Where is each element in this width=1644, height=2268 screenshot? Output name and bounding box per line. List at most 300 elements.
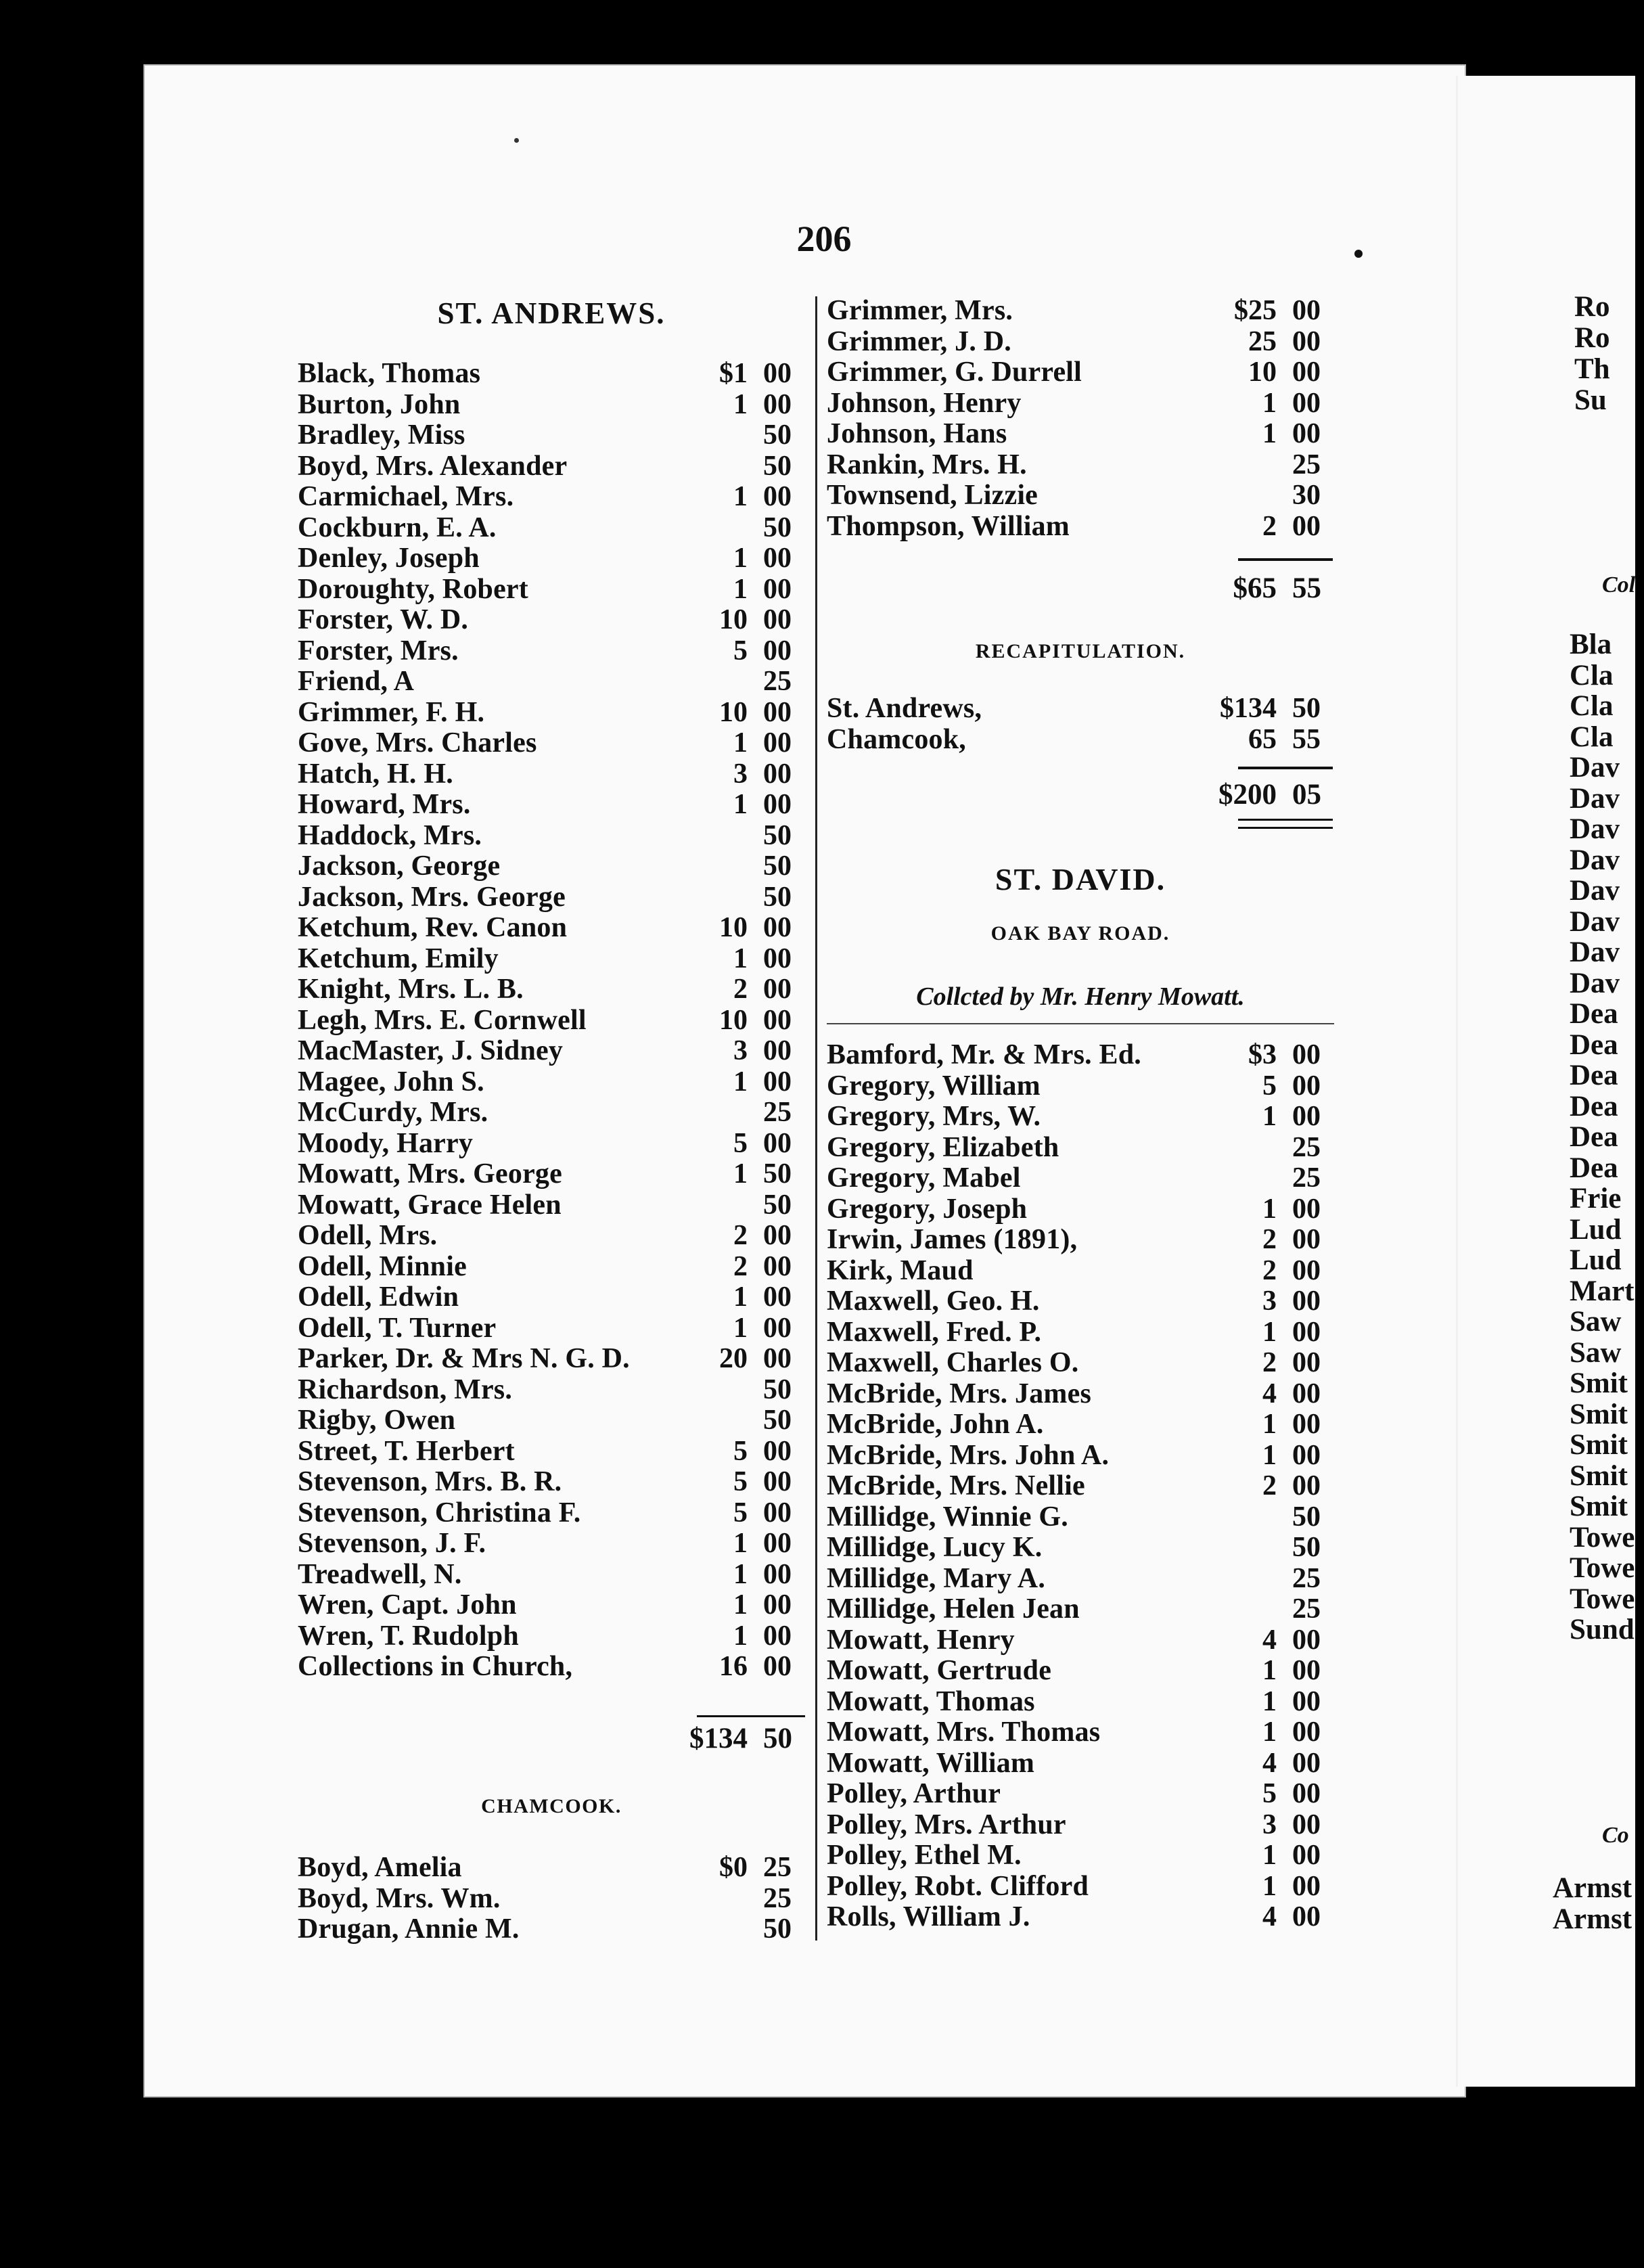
entry-cents: 00 xyxy=(763,1250,792,1282)
entry-dollars: 1 xyxy=(1262,387,1277,419)
list-item xyxy=(298,1313,805,1344)
entry-name: Forster, Mrs. xyxy=(298,635,459,666)
list-item xyxy=(827,1779,1334,1810)
list-item xyxy=(298,1528,805,1560)
entry-dollars: 5 xyxy=(1262,1070,1277,1102)
entry-dollars: 2 xyxy=(1262,510,1277,542)
entry-dollars: $134 xyxy=(1220,693,1277,724)
entry-dollars: 4 xyxy=(1262,1901,1277,1932)
entry-name: Hatch, H. H. xyxy=(298,758,453,790)
st-david-heading: ST. DAVID. xyxy=(995,862,1166,897)
entry-dollars: 1 xyxy=(733,943,748,974)
list-item xyxy=(827,1840,1334,1872)
entry-cents: 00 xyxy=(1292,1193,1321,1225)
entry-cents: 00 xyxy=(1292,1840,1321,1871)
entry-name: Mowatt, William xyxy=(827,1747,1035,1779)
entry-cents: 50 xyxy=(763,450,792,482)
list-item xyxy=(827,1656,1334,1687)
entry-cents: 00 xyxy=(763,1466,792,1497)
entry-dollars: 3 xyxy=(733,758,748,790)
entry-dollars: 3 xyxy=(1262,1809,1277,1840)
entry-dollars: 5 xyxy=(733,1435,748,1467)
entry-cents: 00 xyxy=(763,1620,792,1652)
next-page-fragment: Dea xyxy=(1570,1028,1618,1061)
list-item xyxy=(298,882,805,913)
entry-name: Stevenson, J. F. xyxy=(298,1528,486,1559)
entry-cents: 00 xyxy=(1292,1685,1321,1717)
chamcook-total-rule xyxy=(1238,558,1333,561)
entry-name: Richardson, Mrs. xyxy=(298,1374,513,1405)
list-item xyxy=(827,1163,1334,1194)
entry-cents: 00 xyxy=(763,943,792,974)
entry-cents: 50 xyxy=(1292,1501,1321,1533)
st-david-list xyxy=(827,1040,1334,1933)
entry-cents: 00 xyxy=(1292,1316,1321,1348)
entry-name: Ketchum, Rev. Canon xyxy=(298,912,568,943)
next-page-paper xyxy=(1456,76,1635,2087)
entry-cents: 00 xyxy=(1292,1809,1321,1840)
list-item xyxy=(298,1652,805,1683)
entry-cents: 00 xyxy=(1292,1470,1321,1501)
entry-name: Carmichael, Mrs. xyxy=(298,481,514,512)
next-page-fragment: Towe xyxy=(1570,1521,1635,1553)
entry-cents: 00 xyxy=(1292,357,1321,388)
entry-cents: 00 xyxy=(763,789,792,820)
list-item xyxy=(827,357,1334,388)
ink-dot xyxy=(1354,250,1363,258)
entry-cents: 00 xyxy=(763,1343,792,1374)
entry-cents: 50 xyxy=(763,1913,792,1945)
list-item xyxy=(298,1005,805,1037)
list-item xyxy=(298,451,805,482)
list-item xyxy=(298,1621,805,1652)
entry-dollars: 1 xyxy=(733,727,748,758)
entry-cents: 00 xyxy=(1292,1254,1321,1286)
entry-name: Millidge, Lucy K. xyxy=(827,1532,1043,1563)
list-item xyxy=(298,420,805,451)
total-cents: 50 xyxy=(763,1723,792,1754)
entry-cents: 25 xyxy=(763,1882,792,1914)
entry-cents: 00 xyxy=(1292,1870,1321,1902)
entry-cents: 50 xyxy=(763,1158,792,1189)
entry-name: Maxwell, Fred. P. xyxy=(827,1316,1042,1348)
entry-name: Stevenson, Christina F. xyxy=(298,1497,581,1528)
entry-dollars: 1 xyxy=(733,1528,748,1559)
next-page-fragments xyxy=(1458,76,1635,2087)
entry-cents: 50 xyxy=(763,881,792,913)
next-page-fragment: Co xyxy=(1602,1823,1629,1848)
next-page-fragment: Col xyxy=(1602,572,1636,597)
entry-dollars: 2 xyxy=(1262,1254,1277,1286)
list-item xyxy=(827,1256,1334,1287)
list-item xyxy=(298,1190,805,1221)
entry-cents: 00 xyxy=(763,1312,792,1344)
entry-cents: 00 xyxy=(1292,1624,1321,1656)
list-item xyxy=(827,1471,1334,1502)
entry-name: Odell, Edwin xyxy=(298,1282,459,1313)
entry-name: Magee, John S. xyxy=(298,1066,484,1097)
entry-name: Gregory, Elizabeth xyxy=(827,1131,1059,1163)
entry-cents: 00 xyxy=(763,543,792,574)
ink-speck xyxy=(514,138,519,143)
entry-name: Polley, Mrs. Arthur xyxy=(827,1809,1066,1840)
entry-cents: 25 xyxy=(1292,1162,1321,1194)
list-item xyxy=(827,1810,1334,1841)
list-item xyxy=(298,1853,805,1884)
next-page-fragment: Dav xyxy=(1570,967,1620,999)
recapitulation-list xyxy=(827,694,1334,755)
entry-dollars: $25 xyxy=(1234,295,1277,326)
entry-dollars: 1 xyxy=(733,1066,748,1097)
list-item xyxy=(827,1379,1334,1410)
entry-cents: 00 xyxy=(763,1497,792,1528)
entry-name: Maxwell, Geo. H. xyxy=(827,1286,1040,1317)
entry-name: Boyd, Mrs. Wm. xyxy=(298,1882,501,1914)
next-page-fragment: Dea xyxy=(1570,1121,1618,1153)
entry-name: Rankin, Mrs. H. xyxy=(827,449,1027,480)
entry-name: Gregory, William xyxy=(827,1070,1041,1102)
entry-dollars: 1 xyxy=(733,1282,748,1313)
entry-name: St. Andrews, xyxy=(827,693,982,724)
entry-name: Collections in Church, xyxy=(298,1651,573,1682)
entry-dollars: 1 xyxy=(733,573,748,605)
list-item xyxy=(298,1590,805,1621)
entry-cents: 25 xyxy=(763,1097,792,1128)
list-item xyxy=(827,1040,1334,1071)
next-page-fragment: Smit xyxy=(1570,1429,1628,1461)
list-item xyxy=(827,1687,1334,1718)
entry-cents: 50 xyxy=(763,512,792,543)
entry-dollars: 2 xyxy=(733,1220,748,1251)
list-item xyxy=(298,1375,805,1406)
entry-cents: 00 xyxy=(1292,1378,1321,1409)
entry-name: Kirk, Maud xyxy=(827,1254,974,1286)
entry-dollars: 10 xyxy=(1248,357,1277,388)
next-page-fragment: Dav xyxy=(1570,936,1620,968)
entry-name: Mowatt, Mrs. George xyxy=(298,1158,562,1189)
entry-cents: 00 xyxy=(763,388,792,420)
entry-cents: 50 xyxy=(763,819,792,851)
list-item xyxy=(827,327,1334,358)
list-item xyxy=(827,1441,1334,1472)
entry-dollars: 2 xyxy=(733,974,748,1005)
entry-cents: 00 xyxy=(1292,325,1321,357)
entry-cents: 00 xyxy=(1292,1747,1321,1779)
entry-name: Burton, John xyxy=(298,388,461,420)
list-item xyxy=(298,1467,805,1498)
entry-dollars: 10 xyxy=(719,696,748,728)
list-item xyxy=(827,1625,1334,1656)
list-item xyxy=(298,390,805,421)
entry-cents: 00 xyxy=(763,1220,792,1251)
next-page-fragment: Dea xyxy=(1570,1152,1618,1184)
entry-dollars: 1 xyxy=(733,1312,748,1344)
entry-name: Rigby, Owen xyxy=(298,1405,456,1436)
entry-cents: 50 xyxy=(763,1374,792,1405)
entry-cents: 00 xyxy=(1292,1901,1321,1932)
list-item xyxy=(298,821,805,852)
list-item xyxy=(827,419,1334,450)
list-item xyxy=(298,482,805,513)
entry-name: Doroughty, Robert xyxy=(298,573,528,605)
entry-cents: 00 xyxy=(1292,1778,1321,1809)
entry-dollars: 4 xyxy=(1262,1378,1277,1409)
entry-name: Odell, Minnie xyxy=(298,1250,467,1282)
entry-cents: 00 xyxy=(763,635,792,666)
entry-dollars: 1 xyxy=(1262,418,1277,449)
list-item xyxy=(827,1071,1334,1102)
entry-name: Bradley, Miss xyxy=(298,419,465,451)
entry-cents: 25 xyxy=(1292,1593,1321,1625)
entry-name: Gregory, Joseph xyxy=(827,1193,1028,1225)
entry-name: Treadwell, N. xyxy=(298,1558,462,1590)
list-item xyxy=(298,1436,805,1468)
list-item xyxy=(827,725,1334,756)
entry-cents: 00 xyxy=(763,604,792,635)
entry-name: McBride, Mrs. John A. xyxy=(827,1439,1110,1471)
entry-dollars: 4 xyxy=(1262,1747,1277,1779)
next-page-fragment: Saw xyxy=(1570,1306,1622,1338)
list-item xyxy=(827,1286,1334,1317)
list-item xyxy=(298,728,805,759)
entry-name: Friend, A xyxy=(298,666,415,697)
entry-dollars: 2 xyxy=(733,1250,748,1282)
entry-cents: 00 xyxy=(1292,510,1321,542)
list-item xyxy=(827,1317,1334,1348)
entry-dollars: 1 xyxy=(733,388,748,420)
entry-name: Grimmer, Mrs. xyxy=(827,295,1013,326)
entry-dollars: 3 xyxy=(733,1035,748,1066)
total-dollars: $65 xyxy=(1233,572,1277,604)
list-item xyxy=(827,1872,1334,1903)
list-item xyxy=(298,1344,805,1375)
list-item xyxy=(827,1748,1334,1779)
collector-line: Collcted by Mr. Henry Mowatt. xyxy=(916,982,1245,1011)
entry-dollars: 20 xyxy=(719,1343,748,1374)
st-andrews-list xyxy=(298,359,805,1683)
entry-name: Forster, W. D. xyxy=(298,604,469,635)
list-item xyxy=(827,1533,1334,1564)
entry-name: Parker, Dr. & Mrs N. G. D. xyxy=(298,1343,630,1374)
next-page-fragment: Dav xyxy=(1570,875,1620,907)
recap-double-rule-bottom xyxy=(1238,827,1333,829)
entry-dollars: $1 xyxy=(719,358,748,389)
list-item xyxy=(827,1409,1334,1441)
next-page-fragment: Smit xyxy=(1570,1491,1628,1522)
entry-name: Odell, Mrs. xyxy=(298,1220,438,1251)
entry-cents: 00 xyxy=(763,1435,792,1467)
entry-name: Polley, Ethel M. xyxy=(827,1840,1022,1871)
entry-cents: 00 xyxy=(1292,1655,1321,1686)
list-item xyxy=(298,759,805,790)
entry-dollars: 1 xyxy=(1262,1870,1277,1902)
list-item xyxy=(298,974,805,1005)
entry-name: Haddock, Mrs. xyxy=(298,819,482,851)
entry-cents: 00 xyxy=(1292,1347,1321,1378)
entry-cents: 00 xyxy=(763,1066,792,1097)
entry-dollars: 1 xyxy=(733,1589,748,1620)
entry-cents: 00 xyxy=(763,358,792,389)
entry-name: Millidge, Helen Jean xyxy=(827,1593,1080,1625)
entry-cents: 30 xyxy=(1292,480,1321,511)
total-dollars: $134 xyxy=(689,1723,748,1754)
entry-cents: 00 xyxy=(763,1589,792,1620)
list-item xyxy=(298,543,805,574)
entry-name: Black, Thomas xyxy=(298,358,481,389)
next-page-fragment: Frie xyxy=(1570,1183,1622,1215)
entry-cents: 00 xyxy=(1292,1439,1321,1471)
list-item xyxy=(298,1884,805,1915)
list-item xyxy=(827,296,1334,327)
entry-name: Mowatt, Grace Helen xyxy=(298,1189,562,1221)
entry-name: Wren, Capt. John xyxy=(298,1589,517,1620)
entry-dollars: 5 xyxy=(733,1127,748,1159)
list-item xyxy=(298,359,805,390)
entry-dollars: 1 xyxy=(733,1558,748,1590)
entry-name: Ketchum, Emily xyxy=(298,943,499,974)
total-cents: 55 xyxy=(1292,572,1321,604)
next-page-fragment: Sund xyxy=(1570,1614,1635,1646)
entry-dollars: 5 xyxy=(733,635,748,666)
entry-cents: 25 xyxy=(763,1852,792,1883)
entry-cents: 00 xyxy=(763,1035,792,1066)
next-page-fragment: Ro xyxy=(1574,291,1610,323)
entry-dollars: $3 xyxy=(1248,1039,1277,1070)
entry-cents: 00 xyxy=(1292,418,1321,449)
list-item xyxy=(298,1067,805,1098)
entry-name: Denley, Joseph xyxy=(298,543,480,574)
list-item xyxy=(298,1097,805,1129)
next-page-fragment: Dav xyxy=(1570,813,1620,845)
next-page-fragment: Dav xyxy=(1570,752,1620,784)
entry-cents: 00 xyxy=(763,912,792,943)
next-page-fragment: Smit xyxy=(1570,1459,1628,1492)
entry-name: Howard, Mrs. xyxy=(298,789,471,820)
next-page-fragment: Dea xyxy=(1570,998,1618,1030)
list-item xyxy=(827,512,1334,543)
entry-name: Millidge, Mary A. xyxy=(827,1562,1046,1594)
entry-name: Thompson, William xyxy=(827,510,1070,542)
entry-cents: 00 xyxy=(1292,1224,1321,1255)
entry-name: Millidge, Winnie G. xyxy=(827,1501,1068,1533)
entry-cents: 00 xyxy=(763,1282,792,1313)
list-item xyxy=(827,450,1334,481)
entry-name: Street, T. Herbert xyxy=(298,1435,515,1467)
entry-dollars: 5 xyxy=(1262,1778,1277,1809)
list-item xyxy=(298,1560,805,1591)
next-page-fragment: Th xyxy=(1574,353,1610,385)
recapitulation-heading: RECAPITULATION. xyxy=(975,640,1186,662)
entry-cents: 00 xyxy=(763,1127,792,1159)
next-page-fragment: Smit xyxy=(1570,1367,1628,1399)
entry-cents: 00 xyxy=(763,696,792,728)
entry-dollars: 1 xyxy=(733,1158,748,1189)
list-item xyxy=(298,1914,805,1945)
entry-dollars: 5 xyxy=(733,1466,748,1497)
entry-name: Chamcook, xyxy=(827,723,966,755)
chamcook-list-part2 xyxy=(827,296,1334,542)
list-item xyxy=(298,666,805,698)
entry-name: Boyd, Amelia xyxy=(298,1852,462,1883)
list-item xyxy=(298,1498,805,1529)
list-item xyxy=(827,1102,1334,1133)
list-item xyxy=(298,851,805,882)
next-page-fragment: Ro xyxy=(1574,322,1610,354)
next-page-fragment: Cla xyxy=(1570,721,1614,753)
entry-dollars: 2 xyxy=(1262,1224,1277,1255)
chamcook-total xyxy=(1184,572,1334,606)
recap-total-rule xyxy=(1238,767,1333,769)
list-item xyxy=(298,1036,805,1067)
entry-name: McCurdy, Mrs. xyxy=(298,1097,488,1128)
entry-cents: 00 xyxy=(763,974,792,1005)
entry-cents: 25 xyxy=(1292,449,1321,480)
entry-dollars: 16 xyxy=(719,1651,748,1682)
next-page-fragment: Dav xyxy=(1570,905,1620,938)
list-item xyxy=(827,1225,1334,1256)
next-page-fragment: Cla xyxy=(1570,659,1614,691)
entry-name: Grimmer, J. D. xyxy=(827,325,1012,357)
entry-name: Gregory, Mabel xyxy=(827,1162,1021,1194)
entry-name: Drugan, Annie M. xyxy=(298,1913,520,1945)
entry-cents: 50 xyxy=(763,850,792,882)
list-item xyxy=(298,636,805,667)
list-item xyxy=(827,1348,1334,1379)
total-dollars: $200 xyxy=(1218,779,1277,811)
st-andrews-total xyxy=(683,1722,805,1756)
next-page-fragment: Dav xyxy=(1570,844,1620,876)
entry-dollars: 10 xyxy=(719,604,748,635)
entry-cents: 50 xyxy=(763,1189,792,1221)
entry-cents: 00 xyxy=(763,758,792,790)
next-page-fragment: Cla xyxy=(1570,690,1614,722)
entry-cents: 00 xyxy=(763,727,792,758)
entry-cents: 00 xyxy=(1292,295,1321,326)
entry-dollars: 1 xyxy=(1262,1717,1277,1748)
entry-name: Bamford, Mr. & Mrs. Ed. xyxy=(827,1039,1142,1070)
entry-name: Grimmer, G. Durrell xyxy=(827,357,1082,388)
entry-name: Rolls, William J. xyxy=(827,1901,1030,1932)
entry-cents: 00 xyxy=(1292,387,1321,419)
entry-cents: 00 xyxy=(763,1651,792,1682)
list-item xyxy=(298,1252,805,1283)
entry-dollars: 1 xyxy=(1262,1409,1277,1440)
entry-cents: 25 xyxy=(763,666,792,697)
list-item xyxy=(298,1221,805,1252)
list-item xyxy=(298,1129,805,1160)
entry-name: McBride, Mrs. James xyxy=(827,1378,1092,1409)
entry-dollars: 25 xyxy=(1248,325,1277,357)
entry-name: Wren, T. Rudolph xyxy=(298,1620,519,1652)
list-item xyxy=(298,574,805,606)
entry-name: McBride, John A. xyxy=(827,1409,1044,1440)
next-page-fragment: Su xyxy=(1574,384,1607,416)
entry-cents: 00 xyxy=(1292,1039,1321,1070)
next-page-fragment: Lud xyxy=(1570,1213,1622,1246)
entry-cents: 00 xyxy=(763,1004,792,1036)
entry-name: MacMaster, J. Sidney xyxy=(298,1035,564,1066)
entry-dollars: 2 xyxy=(1262,1347,1277,1378)
next-page-fragment: Towe xyxy=(1570,1552,1635,1584)
entry-name: Johnson, Hans xyxy=(827,418,1007,449)
list-item xyxy=(827,1902,1334,1933)
next-page-fragment: Mart xyxy=(1570,1275,1635,1307)
entry-cents: 50 xyxy=(1292,693,1321,724)
collector-rule xyxy=(827,1023,1334,1024)
st-andrews-heading: ST. ANDREWS. xyxy=(437,296,666,330)
entry-dollars: 5 xyxy=(733,1497,748,1528)
next-page-edge xyxy=(1456,76,1644,2087)
